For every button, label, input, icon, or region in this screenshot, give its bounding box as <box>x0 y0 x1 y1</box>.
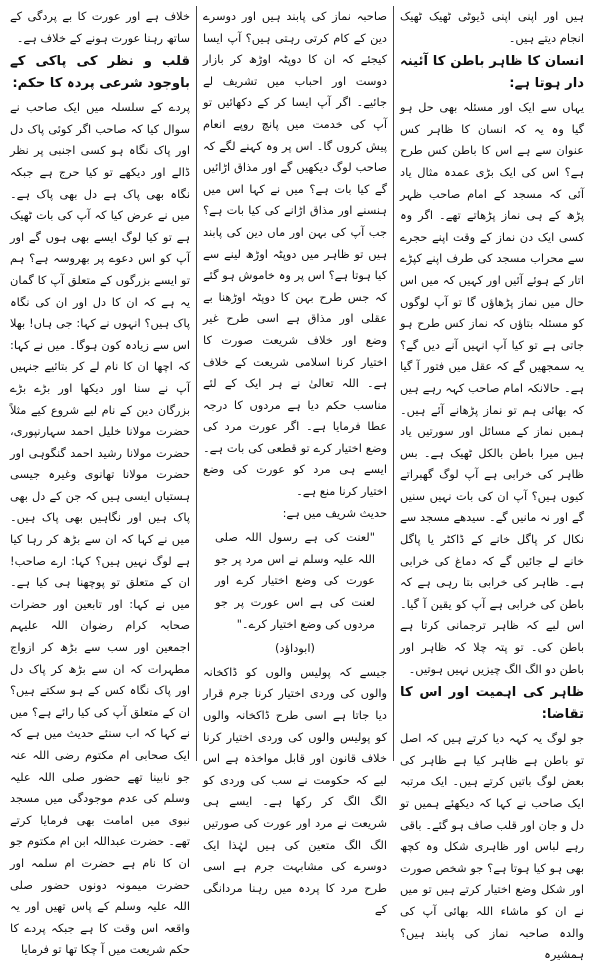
paragraph: حدیث شریف میں ہے: <box>282 505 387 520</box>
paragraph: ہیں اور اپنی اپنی ڈیوٹی ٹھیک ٹھیک انجام دیتے ہیں۔ <box>400 9 584 45</box>
paragraph: خلاف ہے اور عورت کا بے پردگی کے ساتھ رہنا عورت ہونے کے خلاف ہے۔ <box>10 9 190 45</box>
section-heading: انسان کا ظاہر باطن کا آئینہ دار ہوتا ہے: <box>400 54 584 92</box>
paragraph: صاحبہ نماز کی پابند ہیں اور دوسرے دین کے کام کرتی رہتی ہیں؟ آپ ایسا کیجئے کہ ان کا دوپٹہ اوڑھ کر بازار دوست اور احباب میں تشریف لے جائیے۔ اگر آپ ایسا کر کے دکھائیں تو آپ کی خدمت میں پانچ روپے انعام پیش کروں گا۔ اس پر وہ کہنے لگے کہ صاحب لوگ دیکھیں گے اور مذاق اڑائیں گے کیا بات ہے؟ میں نے کہا اس میں ہنسنے اور مذاق اڑانے کی کیا بات ہے؟ جب آپ کی بہن اور ماں دین کی پابند ہیں تو ظاہر میں دوپٹہ اوڑھ لینے سے کیا ہوتا ہے؟ اس پر وہ خاموش ہو گئے کہ جس طرح بہن کا دوپٹہ اوڑھنا بے عقلی اور مذاق ہے اسی طرح غیر وضع اور خلاف شریعت صورت کا اختیار کرنا اسلامی شریعت کے خلاف ہے۔ اللہ تعالیٰ نے ہر ایک کے لئے مناسب حکم دیا ہے مردوں کا درجہ عطا فرمایا ہے۔ اگر عورت مرد کی وضع اختیار کرے تو قطعی کی بات ہے۔ ایسے ہی مرد کو عورت کی وضع اختیار کرنا منع ہے۔ <box>203 9 387 499</box>
section-heading: ظاہر کی اہمیت اور اس کا تقاضا: <box>400 685 584 723</box>
paragraph: یہاں سے ایک اور مسئلہ بھی حل ہو گیا وہ یہ کہ انسان کا ظاہر کس عنوان سے ہے اس کا باطن کس طرح ہے؟ اس کی ایک بڑی عمدہ مثال یاد آئی کہ مسجد کے امام صاحب ظہر پڑھ کے ہی نماز پڑھاتے تھے۔ اگر وہ کسی ایک دن نماز کے وقت اپنے حجرے سے محراب مسجد کی طرف اپنے کپڑے اتار کے ہوئے آئیں اور کہیں کہ میں اس حال میں نماز پڑھاؤں گا تو آپ لوگوں کو مسئلہ بتاؤں کہ نماز کس طرح ہو جاتی ہے تو کیا آپ انہیں آنے دیں گے؟ یہ سمجھیں گے کہ عقل میں فتور آ گیا ہے۔ حالانکہ امام صاحب کہہ رہے ہیں کہ بھائی ہم تو نماز پڑھانے آئے ہیں۔ ہمیں نماز کے مسائل اور سورتیں یاد ہیں میرا باطن بالکل ٹھیک ہے۔ بس ظاہر کی خرابی ہے آپ لوگ گھبراتے کیوں ہیں؟ آپ ان کی بات نہیں سنیں گے اور نہ مانیں گے۔ سیدھے مسجد سے نکال کر پاگل خانے کے ڈاکٹر یا پاگل خانے لے جائیں گے کہ دماغ کی خرابی ہے۔ ظاہر کی خرابی بتا رہی ہے کہ باطن کی خرابی ہے آپ کو یقین آ گیا۔ اس لیے کہ ظاہر ترجمانی کرتا ہے باطن کی۔ تو پتہ چلا کہ ظاہر اور باطن دو الگ الگ چیزیں نہیں ہوتیں۔ <box>400 100 584 676</box>
paragraph: جیسے کہ پولیس والوں کو ڈاکخانہ والوں کی وردی اختیار کرنا جرم قرار دیا جاتا ہے اسی طرح ڈاکخانہ والوں کو پولیس والوں کی وردی اختیار کرنا خلاف قانون اور قابل مواخذہ ہے اس لیے کہ حکومت نے سب کی وردی کو الگ الگ کر رکھا ہے۔ ایسے ہی شریعت نے مرد اور عورت کی صورتیں الگ الگ متعین کی ہیں لہٰذا ایک دوسرے کی مشابہت جرم ہے اسی طرح مرد کا پردہ میں رہنا مردانگی کے <box>203 664 387 917</box>
column-left <box>10 6 196 957</box>
quote-source: (ابوداؤد) <box>275 641 315 656</box>
paragraph: جو لوگ یہ کہہ دیا کرتے ہیں کہ اصل تو باطن ہے ظاہر کیا ہے ظاہر کی بعض لوگ باتیں کرتے ہیں۔ ایک مرتبہ ایک صاحب نے کہا کہ دیکھئے ہمیں تو دل و جان اور قلب صاف ہو گئے۔ باقی رہے لباس اور ظاہری شکل وہ کچھ بھی ہو کیا ہوتا ہے؟ جو شخص صورت اور شکل وضع اختیار کرتے ہیں تو میں نے ان کو ماشاء اللہ بھائی آپ کی والدہ صاحبہ نماز کی پابند ہیں؟ ہمشیرہ <box>400 731 584 962</box>
section-heading: قلب و نظر کی پاکی کے باوجود شرعی پردہ کا حکم: <box>10 54 190 92</box>
paragraph: پردے کے سلسلہ میں ایک صاحب نے سوال کیا کہ صاحب اگر کوئی پاک دل اور پاک نگاہ ہو کسی اجنبی پر نظر ڈالے اور دیکھے تو کیا حرج ہے جبکہ نگاہ بھی پاک ہے دل بھی پاک ہے۔ میں نے عرض کیا کہ آپ کی بات ٹھیک ہے تو کیا لوگ ایسے بھی ہوں گے اور آپ کو اس دعوے پر بھروسہ ہے؟ ہم تو ایسے بزرگوں کے متعلق آپ کا گمان یہ ہے کہ ان کا دل اور ان کی نگاہ پاک ہیں؟ انہوں نے کہا: جی ہاں! بھلا اس سے زیادہ کون ہوگا۔ میں نے کہا: کہ اچھا ان کا نام لے کر بتائیے جنہیں آپ نے سنا اور دیکھا اور بڑے بڑے بزرگان دین کے نام لیے شروع کیے مثلاً حضرت مولانا خلیل احمد سہارنپوری، حضرت مولانا رشید احمد گنگوہی اور حضرت مولانا تھانوی وغیرہ جیسی ہستیاں ایسی ہیں کہ جن کے دل بھی پاک ہیں اور نگاہیں بھی پاک ہیں۔ میں نے کہا کہ ان سے بڑھ کر رہا کیا ہے لوگ نہیں ہیں؟ کہا: ارے صاحب! ان کے متعلق تو پوچھنا ہی کیا ہے۔ میں نے کہا: اور تابعین اور حضرات صحابہ کرام رضوان اللہ علیہم اجمعین اور سب سے بڑھ کر ازواج مطہرات کہ ان سے بڑھ کر پاک دل اور پاک نگاہ کس کے ہو سکتے ہیں؟ ان کے متعلق آپ کی کیا رائے ہے؟ میں نے کہا کہ اب سنئے حدیث میں ہے کہ ایک صحابی ام مکتوم رضی اللہ عنہ جو نابینا تھے حضور صلی اللہ علیہ وسلم کی عدم موجودگی میں مسجد نبوی میں امامت بھی فرمایا کرتے تھے۔ حضرت عبداللہ ابن ام مکتوم جو ان کا نام ہے حضرت ام سلمہ اور حضرت میمونہ دونوں حضور صلی اللہ علیہ وسلم کے پاس تھیں اور یہ واقعہ اس وقت کا ہے جبکہ پردے کا حکم شریعت میں آ چکا تھا تو فرمایا <box>10 100 190 957</box>
column-right <box>394 6 584 962</box>
hadith-quote: "لعنت کی ہے رسول اللہ صلی اللہ علیہ وسلم نے اس مرد پر جو عورت کی وضع اختیار کرے اور لعنت کی ہے اس عورت پر جو مردوں کی وضع اختیار کرے۔" <box>215 530 375 631</box>
column-middle <box>197 6 393 917</box>
